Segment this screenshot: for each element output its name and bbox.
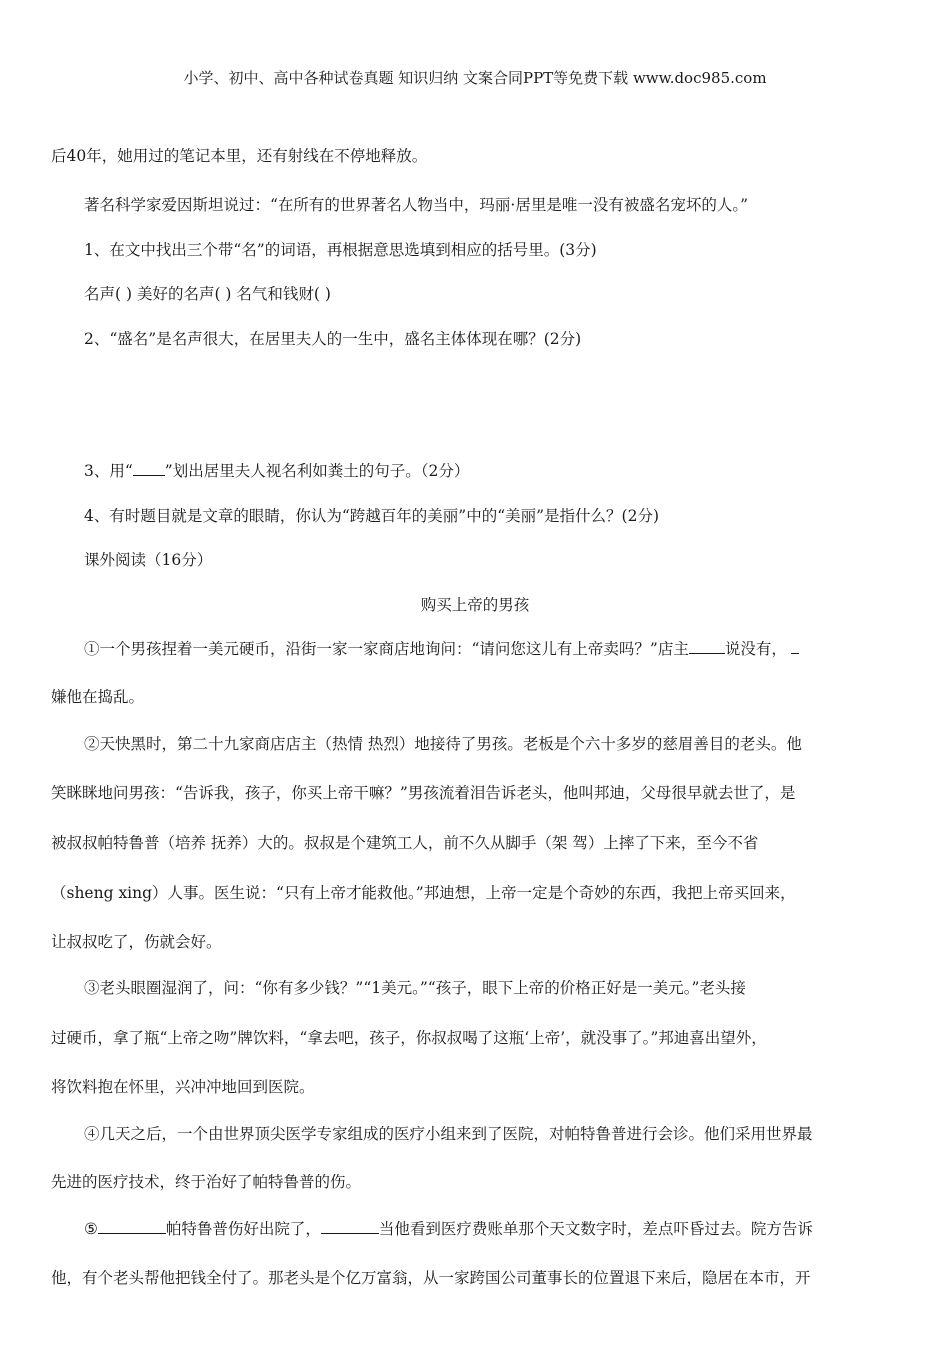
passage-line: 后40年，她用过的笔记本里，还有射线在不停地释放。 <box>51 147 428 165</box>
paragraph-4: ④几天之后，一个由世界顶尖医学专家组成的医疗小组来到了医院，对帕特鲁普进行会诊。他们采用世界最 <box>84 1125 813 1143</box>
paragraph-2: （sheng xing）人事。医生说：“只有上帝才能救他。”邦迪想，上帝一定是个奇妙的东西，我把上帝买回来， <box>51 884 796 902</box>
passage-line: 著名科学家爱因斯坦说过：“在所有的世界著名人物当中，玛丽·居里是唯一没有被盛名宠坏的人。” <box>84 196 749 214</box>
paragraph-2: 笑眯眯地问男孩：“告诉我，孩子，你买上帝干嘛？”男孩流着泪告诉老头，他叫邦迪，父母很早就去世了，是 <box>51 784 796 802</box>
fill-blank <box>321 1219 379 1234</box>
story-title: 购买上帝的男孩 <box>420 596 530 614</box>
paragraph-2: 让叔叔吃了，伤就会好。 <box>51 933 222 951</box>
section-heading: 课外阅读（16分） <box>84 551 213 569</box>
paragraph-3: 将饮料抱在怀里，兴冲冲地回到医院。 <box>51 1078 315 1096</box>
fill-blank <box>791 639 799 654</box>
paragraph-5: ⑤ 帕特鲁普伤好出院了， 当他看到医疗费账单那个天文数字时，差点吓昏过去。院方告诉 <box>84 1220 813 1238</box>
question-3: 3、用“ ”划出居里夫人视名利如粪土的句子。（2分） <box>84 462 470 480</box>
paragraph-2: 被叔叔帕特鲁普（培养 抚养）大的。叔叔是个建筑工人，前不久从脚手（架 驾）上摔了下来，至今不省 <box>51 834 759 852</box>
paragraph-2: ②天快黑时，第二十九家商店店主（热情 热烈）地接待了男孩。老板是个六十多岁的慈眉善目的老头。他 <box>84 735 802 753</box>
paragraph-3: ③老头眼圈湿润了，问：“你有多少钱？”“1美元。”“孩子，眼下上帝的价格正好是一美元。”老头接 <box>84 979 746 997</box>
paragraph-3: 过硬币，拿了瓶“上帝之吻”牌饮料，“拿去吧，孩子，你叔叔喝了这瓶‘上帝’，就没事了。”邦迪喜出望外， <box>51 1029 767 1047</box>
question-2: 2、“盛名”是名声很大，在居里夫人的一生中，盛名主体体现在哪？(2分) <box>84 330 582 348</box>
question-1: 1、在文中找出三个带“名”的词语，再根据意思选填到相应的括号里。(3分) <box>84 241 597 259</box>
paragraph-4: 先进的医疗技术，终于治好了帕特鲁普的伤。 <box>51 1173 362 1191</box>
question-1-blanks: 名声( ) 美好的名声( ) 名气和钱财( ) <box>84 285 331 303</box>
paragraph-1: 嫌他在捣乱。 <box>51 688 145 706</box>
fill-blank <box>689 639 725 654</box>
paragraph-5: 他，有个老头帮他把钱全付了。那老头是个亿万富翁，从一家跨国公司董事长的位置退下来后，隐居在本市，开 <box>51 1269 811 1287</box>
question-4: 4、有时题目就是文章的眼睛，你认为“跨越百年的美丽”中的“美丽”是指什么？(2分) <box>84 507 660 525</box>
paragraph-1: ①一个男孩捏着一美元硬币，沿街一家一家商店地询问：“请问您这儿有上帝卖吗？”店主 说没有， <box>84 638 799 660</box>
fill-blank <box>98 1219 166 1234</box>
page-header: 小学、初中、高中各种试卷真题 知识归纳 文案合同PPT等免费下载 www.doc985.com <box>183 69 767 87</box>
underline-sample <box>133 461 165 476</box>
